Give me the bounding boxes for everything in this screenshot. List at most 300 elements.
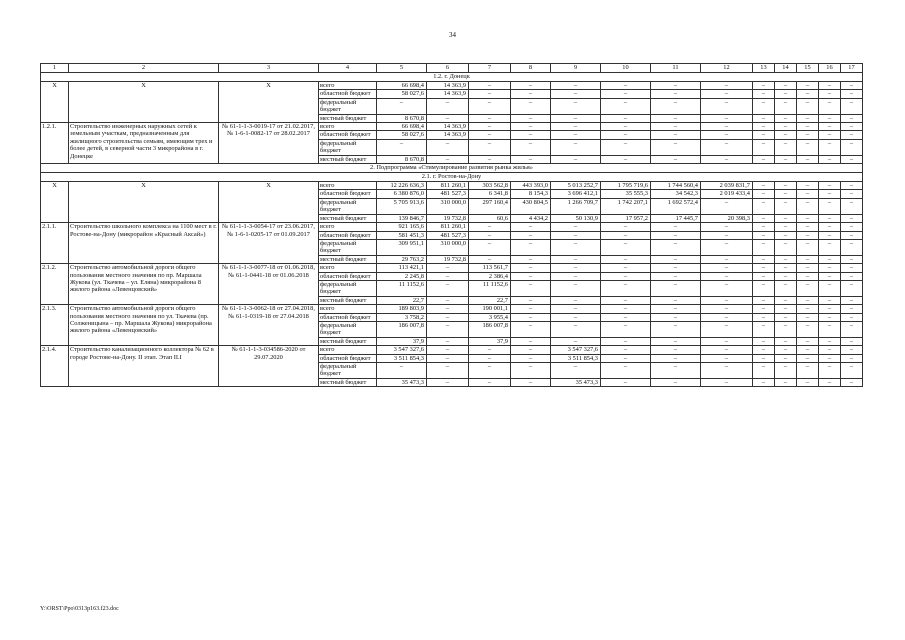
dash-cell: – <box>427 363 469 379</box>
dash-cell: – <box>753 82 775 90</box>
dash-cell: – <box>651 82 701 90</box>
x-cell: Х <box>69 182 219 223</box>
budget-label: областной бюджет <box>319 354 377 362</box>
dash-cell: – <box>841 90 863 98</box>
value-cell: 22,7 <box>377 296 427 304</box>
dash-cell: – <box>701 354 753 362</box>
value-cell: 8 154,3 <box>511 190 551 198</box>
dash-cell: – <box>775 272 797 280</box>
dash-cell: – <box>797 139 819 155</box>
dash-cell: – <box>797 272 819 280</box>
dash-cell: – <box>469 378 511 386</box>
dash-cell: – <box>511 363 551 379</box>
dash-cell: – <box>551 363 601 379</box>
budget-label: всего <box>319 82 377 90</box>
dash-cell: – <box>651 321 701 337</box>
dash-cell: – <box>819 214 841 222</box>
value-cell: 3 758,2 <box>377 313 427 321</box>
col-num: 4 <box>319 64 377 73</box>
value-cell: 309 951,1 <box>377 239 427 255</box>
dash-cell: – <box>797 354 819 362</box>
dash-cell: – <box>841 337 863 345</box>
col-num: 14 <box>775 64 797 73</box>
value-cell: 14 363,9 <box>427 90 469 98</box>
item-docs: № 61-1-1-3-0077-18 от 01.06.2018, № 61-1-0441-18 от 01.06.2018 <box>219 264 319 305</box>
dash-cell: – <box>427 346 469 354</box>
budget-label: местный бюджет <box>319 155 377 163</box>
value-cell: 2 039 831,7 <box>701 182 753 190</box>
table-row <box>41 305 863 313</box>
dash-cell: – <box>753 255 775 263</box>
value-cell: 3 511 854,3 <box>377 354 427 362</box>
dash-cell: – <box>701 296 753 304</box>
dash-cell: – <box>701 114 753 122</box>
dash-cell: – <box>651 90 701 98</box>
dash-cell: – <box>753 114 775 122</box>
dash-cell: – <box>819 231 841 239</box>
dash-cell: – <box>819 155 841 163</box>
dash-cell: – <box>797 305 819 313</box>
dash-cell: – <box>469 131 511 139</box>
budget-label: федеральный бюджет <box>319 363 377 379</box>
dash-cell: – <box>797 363 819 379</box>
item-name: Строительство инженерных наружных сетей к земельным участкам, предназначенным для жилищного строительства семьям, имеющим трех и более детей, в северной части 3 микрорайона в г. Донецке <box>69 123 219 164</box>
col-num: 15 <box>797 64 819 73</box>
dash-cell: – <box>819 139 841 155</box>
dash-cell: – <box>753 231 775 239</box>
dash-cell: – <box>841 346 863 354</box>
budget-label: местный бюджет <box>319 114 377 122</box>
value-cell: 3 955,4 <box>469 313 511 321</box>
value-cell: 14 363,9 <box>427 123 469 131</box>
value-cell: 1 692 572,4 <box>651 198 701 214</box>
dash-cell: – <box>701 337 753 345</box>
dash-cell: – <box>797 296 819 304</box>
dash-cell: – <box>753 190 775 198</box>
dash-cell: – <box>469 82 511 90</box>
dash-cell: – <box>775 98 797 114</box>
dash-cell: – <box>427 264 469 272</box>
column-number-row <box>41 64 863 73</box>
dash-cell: – <box>841 131 863 139</box>
dash-cell: – <box>701 239 753 255</box>
dash-cell: – <box>601 131 651 139</box>
x-cell: Х <box>219 82 319 123</box>
value-cell: 6 380 876,0 <box>377 190 427 198</box>
value-cell: 481 527,3 <box>427 231 469 239</box>
dash-cell: – <box>775 255 797 263</box>
dash-cell: – <box>601 378 651 386</box>
dash-cell: – <box>601 337 651 345</box>
dash-cell: – <box>797 378 819 386</box>
table-row <box>41 182 863 190</box>
dash-cell: – <box>701 305 753 313</box>
dash-cell: – <box>551 313 601 321</box>
value-cell: 113 561,7 <box>469 264 511 272</box>
file-path-footer: Y:\ORST\Ppo\0313p163.f23.doc <box>40 606 119 612</box>
value-cell: 35 555,3 <box>601 190 651 198</box>
dash-cell: – <box>841 296 863 304</box>
value-cell: 2 386,4 <box>469 272 511 280</box>
dash-cell: – <box>601 280 651 296</box>
value-cell: 66 698,4 <box>377 123 427 131</box>
value-cell: 1 266 709,7 <box>551 198 601 214</box>
dash-cell: – <box>651 346 701 354</box>
budget-label: всего <box>319 346 377 354</box>
value-cell: 3 547 327,6 <box>551 346 601 354</box>
value-cell: 17 957,2 <box>601 214 651 222</box>
value-cell: 19 732,8 <box>427 255 469 263</box>
budget-label: всего <box>319 223 377 231</box>
item-name: Строительство школьного комплекса на 1100 мест в г. Ростове-на-Дону (микрорайон «Красный Аксай») <box>69 223 219 264</box>
dash-cell: – <box>797 280 819 296</box>
dash-cell: – <box>511 139 551 155</box>
value-cell: 430 804,5 <box>511 198 551 214</box>
budget-label: местный бюджет <box>319 255 377 263</box>
value-cell: 8 670,8 <box>377 114 427 122</box>
item-docs: № 61-1-1-3-034586-2020 от 29.07.2020 <box>219 346 319 387</box>
dash-cell: – <box>469 90 511 98</box>
dash-cell: – <box>377 98 427 114</box>
dash-cell: – <box>511 223 551 231</box>
value-cell: 4 434,2 <box>511 214 551 222</box>
col-num: 10 <box>601 64 651 73</box>
dash-cell: – <box>753 337 775 345</box>
dash-cell: – <box>651 239 701 255</box>
dash-cell: – <box>651 123 701 131</box>
dash-cell: – <box>701 280 753 296</box>
dash-cell: – <box>651 272 701 280</box>
dash-cell: – <box>601 313 651 321</box>
dash-cell: – <box>819 313 841 321</box>
value-cell: 581 451,3 <box>377 231 427 239</box>
dash-cell: – <box>511 123 551 131</box>
dash-cell: – <box>701 155 753 163</box>
dash-cell: – <box>819 123 841 131</box>
dash-cell: – <box>841 198 863 214</box>
dash-cell: – <box>797 114 819 122</box>
dash-cell: – <box>511 239 551 255</box>
dash-cell: – <box>819 321 841 337</box>
dash-cell: – <box>841 190 863 198</box>
dash-cell: – <box>551 272 601 280</box>
value-cell: 1 795 719,6 <box>601 182 651 190</box>
dash-cell: – <box>819 223 841 231</box>
dash-cell: – <box>841 280 863 296</box>
value-cell: 50 130,9 <box>551 214 601 222</box>
dash-cell: – <box>601 231 651 239</box>
dash-cell: – <box>819 98 841 114</box>
value-cell: 6 341,8 <box>469 190 511 198</box>
dash-cell: – <box>511 255 551 263</box>
value-cell: 20 398,3 <box>701 214 753 222</box>
table-row <box>41 346 863 354</box>
dash-cell: – <box>841 272 863 280</box>
dash-cell: – <box>797 182 819 190</box>
dash-cell: – <box>775 214 797 222</box>
dash-cell: – <box>775 114 797 122</box>
budget-label: местный бюджет <box>319 214 377 222</box>
dash-cell: – <box>797 223 819 231</box>
dash-cell: – <box>469 239 511 255</box>
item-number: 2.1.2. <box>41 264 69 305</box>
budget-label: федеральный бюджет <box>319 239 377 255</box>
dash-cell: – <box>511 98 551 114</box>
x-cell: Х <box>219 182 319 223</box>
dash-cell: – <box>797 198 819 214</box>
dash-cell: – <box>427 155 469 163</box>
dash-cell: – <box>753 321 775 337</box>
item-name: Строительство канализационного коллектора № 62 в городе Ростове-на-Дону. II этап. Этап II.I <box>69 346 219 387</box>
value-cell: 19 732,8 <box>427 214 469 222</box>
dash-cell: – <box>775 90 797 98</box>
dash-cell: – <box>841 231 863 239</box>
dash-cell: – <box>797 214 819 222</box>
dash-cell: – <box>427 305 469 313</box>
budget-table-container <box>40 63 862 387</box>
dash-cell: – <box>753 346 775 354</box>
dash-cell: – <box>775 337 797 345</box>
dash-cell: – <box>797 346 819 354</box>
dash-cell: – <box>775 313 797 321</box>
value-cell: 2 245,8 <box>377 272 427 280</box>
value-cell: 3 696 412,1 <box>551 190 601 198</box>
budget-label: областной бюджет <box>319 190 377 198</box>
dash-cell: – <box>601 82 651 90</box>
budget-label: всего <box>319 264 377 272</box>
dash-cell: – <box>469 255 511 263</box>
budget-label: областной бюджет <box>319 90 377 98</box>
dash-cell: – <box>797 239 819 255</box>
value-cell: 11 1152,6 <box>377 280 427 296</box>
value-cell: 58 027,6 <box>377 131 427 139</box>
dash-cell: – <box>427 296 469 304</box>
dash-cell: – <box>511 280 551 296</box>
dash-cell: – <box>797 98 819 114</box>
dash-cell: – <box>551 90 601 98</box>
col-num: 16 <box>819 64 841 73</box>
dash-cell: – <box>511 272 551 280</box>
dash-cell: – <box>651 354 701 362</box>
dash-cell: – <box>701 139 753 155</box>
dash-cell: – <box>775 139 797 155</box>
dash-cell: – <box>819 378 841 386</box>
item-docs: № 61-1-1-3-0019-17 от 21.02.2017, № 1-6-1-0082-17 от 28.02.2017 <box>219 123 319 164</box>
dash-cell: – <box>775 280 797 296</box>
dash-cell: – <box>797 264 819 272</box>
item-number: 2.1.1. <box>41 223 69 264</box>
dash-cell: – <box>775 155 797 163</box>
value-cell: 1 742 207,1 <box>601 198 651 214</box>
value-cell: 14 363,9 <box>427 82 469 90</box>
dash-cell: – <box>551 239 601 255</box>
value-cell: 22,7 <box>469 296 511 304</box>
dash-cell: – <box>753 182 775 190</box>
value-cell: 310 000,0 <box>427 239 469 255</box>
dash-cell: – <box>427 139 469 155</box>
section-row <box>41 173 863 182</box>
value-cell: 811 260,1 <box>427 223 469 231</box>
dash-cell: – <box>427 114 469 122</box>
dash-cell: – <box>819 363 841 379</box>
dash-cell: – <box>797 131 819 139</box>
dash-cell: – <box>551 223 601 231</box>
dash-cell: – <box>601 272 651 280</box>
dash-cell: – <box>819 337 841 345</box>
section-title-subprogram: 2. Подпрограмма «Стимулирование развития рынка жилья» <box>41 164 863 173</box>
dash-cell: – <box>601 155 651 163</box>
dash-cell: – <box>775 296 797 304</box>
dash-cell: – <box>651 98 701 114</box>
dash-cell: – <box>841 255 863 263</box>
col-num: 3 <box>219 64 319 73</box>
value-cell: 811 260,1 <box>427 182 469 190</box>
dash-cell: – <box>651 223 701 231</box>
dash-cell: – <box>701 255 753 263</box>
dash-cell: – <box>551 155 601 163</box>
value-cell: 297 160,4 <box>469 198 511 214</box>
dash-cell: – <box>753 98 775 114</box>
value-cell: 186 007,8 <box>377 321 427 337</box>
dash-cell: – <box>797 90 819 98</box>
dash-cell: – <box>819 346 841 354</box>
col-num: 1 <box>41 64 69 73</box>
dash-cell: – <box>427 378 469 386</box>
dash-cell: – <box>797 321 819 337</box>
dash-cell: – <box>819 190 841 198</box>
dash-cell: – <box>469 139 511 155</box>
dash-cell: – <box>841 321 863 337</box>
dash-cell: – <box>775 378 797 386</box>
dash-cell: – <box>775 321 797 337</box>
dash-cell: – <box>753 313 775 321</box>
dash-cell: – <box>551 337 601 345</box>
col-num: 8 <box>511 64 551 73</box>
dash-cell: – <box>841 378 863 386</box>
value-cell: 186 007,8 <box>469 321 511 337</box>
dash-cell: – <box>377 363 427 379</box>
dash-cell: – <box>819 272 841 280</box>
dash-cell: – <box>841 305 863 313</box>
dash-cell: – <box>753 305 775 313</box>
value-cell: 303 562,8 <box>469 182 511 190</box>
dash-cell: – <box>841 98 863 114</box>
dash-cell: – <box>651 114 701 122</box>
dash-cell: – <box>469 155 511 163</box>
value-cell: 17 445,7 <box>651 214 701 222</box>
dash-cell: – <box>469 363 511 379</box>
section-title-donetsk: 1.2. г. Донецк <box>41 73 863 82</box>
dash-cell: – <box>511 114 551 122</box>
budget-label: федеральный бюджет <box>319 321 377 337</box>
budget-table <box>40 63 863 387</box>
dash-cell: – <box>775 223 797 231</box>
dash-cell: – <box>841 354 863 362</box>
x-cell: Х <box>41 82 69 123</box>
page-number: 34 <box>449 31 456 39</box>
dash-cell: – <box>797 255 819 263</box>
dash-cell: – <box>797 337 819 345</box>
dash-cell: – <box>819 305 841 313</box>
col-num: 11 <box>651 64 701 73</box>
dash-cell: – <box>377 139 427 155</box>
dash-cell: – <box>511 82 551 90</box>
table-row <box>41 264 863 272</box>
item-name: Строительство автомобильной дороги общего пользования местного значения по пр. Маршала Жукова (ул. Ткачева – ул. Еляна) микрорайона 8 жилого района «Левенцовский» <box>69 264 219 305</box>
dash-cell: – <box>775 82 797 90</box>
dash-cell: – <box>469 223 511 231</box>
item-docs: № 61-1-1-3-0054-17 от 23.06.2017, № 1-6-1-0205-17 от 01.09.2017 <box>219 223 319 264</box>
dash-cell: – <box>701 378 753 386</box>
dash-cell: – <box>797 155 819 163</box>
dash-cell: – <box>551 321 601 337</box>
dash-cell: – <box>819 354 841 362</box>
dash-cell: – <box>601 363 651 379</box>
dash-cell: – <box>753 378 775 386</box>
budget-label: местный бюджет <box>319 296 377 304</box>
dash-cell: – <box>841 139 863 155</box>
dash-cell: – <box>511 90 551 98</box>
dash-cell: – <box>753 296 775 304</box>
value-cell: 5 705 913,6 <box>377 198 427 214</box>
value-cell: 190 001,1 <box>469 305 511 313</box>
dash-cell: – <box>775 264 797 272</box>
dash-cell: – <box>427 272 469 280</box>
dash-cell: – <box>511 321 551 337</box>
dash-cell: – <box>753 131 775 139</box>
item-name: Строительство автомобильной дороги общего пользования местного значения по ул. Ткачева (пр. Солженицына – пр. Маршала Жукова) микрорайона жилого района «Левенцовский» <box>69 305 219 346</box>
dash-cell: – <box>551 114 601 122</box>
dash-cell: – <box>601 98 651 114</box>
dash-cell: – <box>427 354 469 362</box>
dash-cell: – <box>551 296 601 304</box>
dash-cell: – <box>753 363 775 379</box>
dash-cell: – <box>511 296 551 304</box>
value-cell: 310 000,0 <box>427 198 469 214</box>
value-cell: 3 511 854,3 <box>551 354 601 362</box>
dash-cell: – <box>511 313 551 321</box>
section-row <box>41 164 863 173</box>
budget-label: областной бюджет <box>319 272 377 280</box>
value-cell: 8 670,8 <box>377 155 427 163</box>
col-num: 12 <box>701 64 753 73</box>
dash-cell: – <box>427 337 469 345</box>
dash-cell: – <box>511 305 551 313</box>
dash-cell: – <box>469 354 511 362</box>
col-num: 5 <box>377 64 427 73</box>
value-cell: 37,9 <box>377 337 427 345</box>
dash-cell: – <box>469 123 511 131</box>
col-num: 7 <box>469 64 511 73</box>
dash-cell: – <box>551 305 601 313</box>
dash-cell: – <box>651 231 701 239</box>
dash-cell: – <box>601 239 651 255</box>
value-cell: 5 013 252,7 <box>551 182 601 190</box>
item-number: 2.1.4. <box>41 346 69 387</box>
value-cell: 11 1152,6 <box>469 280 511 296</box>
dash-cell: – <box>701 346 753 354</box>
dash-cell: – <box>551 98 601 114</box>
dash-cell: – <box>841 313 863 321</box>
budget-label: федеральный бюджет <box>319 280 377 296</box>
dash-cell: – <box>601 255 651 263</box>
dash-cell: – <box>601 223 651 231</box>
value-cell: 58 027,6 <box>377 90 427 98</box>
dash-cell: – <box>819 114 841 122</box>
item-docs: № 61-1-1-3-0062-18 от 27.04.2018, № 61-1-0319-18 от 27.04.2018 <box>219 305 319 346</box>
value-cell: 60,6 <box>469 214 511 222</box>
section-row <box>41 73 863 82</box>
